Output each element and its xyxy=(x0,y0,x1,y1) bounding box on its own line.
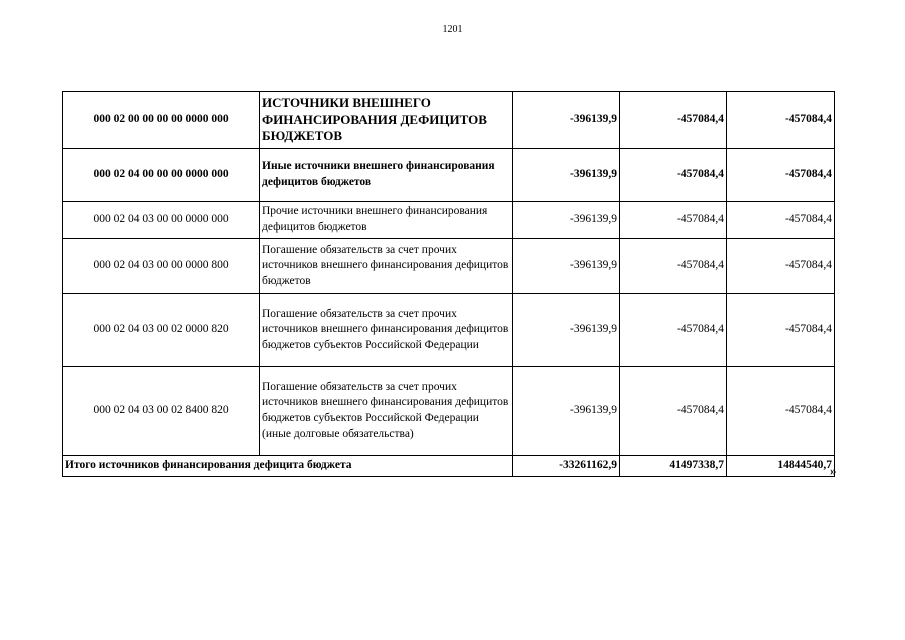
row-value-3: -457084,4 xyxy=(727,239,835,294)
total-row xyxy=(63,456,835,477)
row-value-1: -396139,9 xyxy=(513,202,620,239)
row-value-2: -457084,4 xyxy=(620,202,727,239)
total-value-1: -33261162,9 xyxy=(513,456,620,477)
row-name: Иные источники внешнего финансирования дефицитов бюджетов xyxy=(260,149,513,202)
row-code: 000 02 04 03 00 00 0000 000 xyxy=(63,202,260,239)
row-value-3: -457084,4 xyxy=(727,92,835,149)
row-value-3: -457084,4 xyxy=(727,149,835,202)
row-value-2: -457084,4 xyxy=(620,92,727,149)
row-code: 000 02 04 03 00 02 0000 820 xyxy=(63,294,260,367)
row-value-2: -457084,4 xyxy=(620,149,727,202)
row-value-1: -396139,9 xyxy=(513,149,620,202)
table-row xyxy=(63,92,835,149)
row-code: 000 02 04 03 00 02 8400 820 xyxy=(63,367,260,456)
row-value-1: -396139,9 xyxy=(513,239,620,294)
row-value-3: -457084,4 xyxy=(727,294,835,367)
total-value-2: 41497338,7 xyxy=(620,456,727,477)
total-value-3: 14844540,7 xyxy=(727,456,835,477)
page-number: 1201 xyxy=(442,24,463,35)
row-value-1: -396139,9 xyxy=(513,367,620,456)
row-code: 000 02 04 03 00 00 0000 800 xyxy=(63,239,260,294)
row-value-3: -457084,4 xyxy=(727,367,835,456)
closing-quote-mark: » xyxy=(830,463,837,478)
row-value-1: -396139,9 xyxy=(513,92,620,149)
row-name: Погашение обязательств за счет прочих источников внешнего финансирования дефицитов бюджетов xyxy=(260,239,513,294)
table-row xyxy=(63,149,835,202)
row-value-2: -457084,4 xyxy=(620,239,727,294)
budget-sources-table xyxy=(62,91,835,477)
table-row xyxy=(63,294,835,367)
row-code: 000 02 04 00 00 00 0000 000 xyxy=(63,149,260,202)
table-row xyxy=(63,202,835,239)
row-name: Погашение обязательств за счет прочих источников внешнего финансирования дефицитов бюджетов субъектов Российской Федерации xyxy=(260,294,513,367)
row-name: Прочие источники внешнего финансирования дефицитов бюджетов xyxy=(260,202,513,239)
row-value-2: -457084,4 xyxy=(620,367,727,456)
table-row xyxy=(63,367,835,456)
row-code: 000 02 00 00 00 00 0000 000 xyxy=(63,92,260,149)
row-value-1: -396139,9 xyxy=(513,294,620,367)
row-name: ИСТОЧНИКИ ВНЕШНЕГО ФИНАНСИРОВАНИЯ ДЕФИЦИТОВ БЮДЖЕТОВ xyxy=(260,92,513,149)
row-name: Погашение обязательств за счет прочих источников внешнего финансирования дефицитов бюджетов субъектов Российской Федерации (иные долговые обязательства) xyxy=(260,367,513,456)
row-value-2: -457084,4 xyxy=(620,294,727,367)
table-row xyxy=(63,239,835,294)
total-label: Итого источников финансирования дефицита бюджета xyxy=(63,456,513,477)
row-value-3: -457084,4 xyxy=(727,202,835,239)
